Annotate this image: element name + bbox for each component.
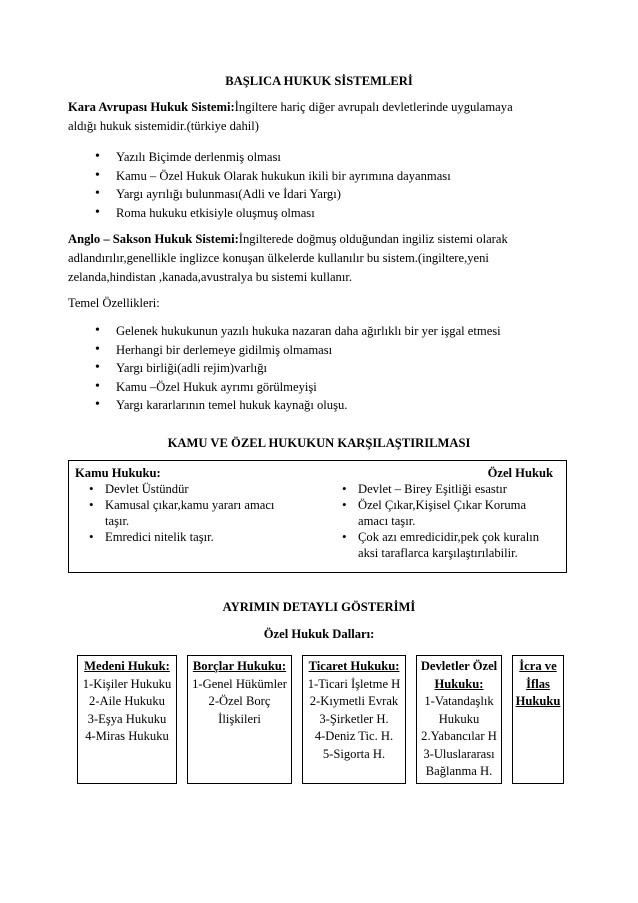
anglo-text-3: zelanda,hindistan ,kanada,avustralya bu sistemi kullanır.: [68, 270, 352, 284]
branch-line: 4-Miras Hukuku: [85, 729, 169, 743]
kara-paragraph-line1: [68, 100, 513, 115]
branch-title: Borçlar Hukuku:: [192, 659, 287, 673]
list-item: • Yargı kararlarının temel hukuk kaynağı oluşu.: [92, 396, 501, 415]
branch-line: 2-Aile Hukuku: [89, 694, 165, 708]
branch-line: Bağlanma H.: [425, 764, 493, 778]
ozel-header: Özel Hukuk: [487, 466, 553, 480]
branch-title: Hukuku:: [434, 676, 484, 691]
list-item: • Emredici nitelik taşır.: [75, 529, 325, 545]
branch-line: 1-Kişiler Hukuku: [82, 676, 172, 691]
anglo-label: Anglo – Sakson Hukuk Sistemi:: [68, 232, 239, 246]
list-item: • Özel Çıkar,Kişisel Çıkar Koruma amacı taşır.: [328, 497, 563, 529]
list-item: • Yazılı Biçimde derlenmiş olması: [92, 148, 451, 167]
branch-line: 3-Uluslararası: [423, 746, 495, 761]
anglo-text-1: İngilterede doğmuş olduğundan ingiliz sistemi olarak: [238, 232, 508, 246]
branch-title: Hukuku: [515, 694, 561, 708]
ozel-column: [328, 465, 563, 561]
kara-list: [92, 148, 451, 222]
branch-line: 1-Genel Hükümler: [192, 676, 287, 691]
branch-line: 5-Sigorta H.: [322, 746, 386, 761]
branch-line: 2.Yabancılar H: [421, 729, 497, 743]
list-item: • Kamusal çıkar,kamu yararı amacı taşır.: [75, 497, 325, 529]
list-item: • Devlet Üstündür: [75, 481, 325, 497]
branch-medeni: [78, 656, 177, 784]
branch-line: 2-Kıymetli Evrak: [309, 694, 399, 708]
list-item: • Devlet – Birey Eşitliği esastır: [328, 481, 563, 497]
list-item: • Herhangi bir derlemeye gidilmiş olmaması: [92, 341, 501, 360]
kamu-column: [75, 465, 325, 545]
anglo-list: [92, 322, 501, 415]
branch-title: Devletler Özel: [420, 659, 498, 673]
branch-line: 3-Şirketler H.: [319, 711, 389, 726]
list-item: • Kamu – Özel Hukuk Olarak hukukun ikili bir ayrımına dayanması: [92, 167, 451, 186]
branch-title: İflas: [526, 676, 550, 691]
branch-ticaret: [303, 656, 406, 784]
branch-line: 1-Ticari İşletme H: [307, 676, 401, 691]
list-item: • Gelenek hukukunun yazılı hukuka nazaran daha ağırlıklı bir yer işgal etmesi: [92, 322, 501, 341]
comparison-title: KAMU VE ÖZEL HUKUKUN KARŞILAŞTIRILMASI: [167, 436, 471, 450]
branch-title: Ticaret Hukuku:: [308, 659, 400, 673]
kara-text-1: İngiltere hariç diğer avrupalı devletlerinde uygulamaya: [234, 100, 513, 114]
ozel-list: [328, 481, 563, 561]
list-item: • Yargı birliği(adli rejim)varlığı: [92, 359, 501, 378]
branch-icra-iflas: [513, 656, 564, 784]
branch-line: 3-Eşya Hukuku: [87, 711, 167, 726]
list-item: • Roma hukuku etkisiyle oluşmuş olması: [92, 204, 451, 223]
branch-borclar: [188, 656, 292, 784]
kara-text-2: aldığı hukuk sistemidir.(türkiye dahil): [68, 119, 259, 133]
branch-line: İlişkileri: [218, 711, 261, 726]
branch-line: Hukuku: [438, 711, 480, 726]
branch-title: İcra ve: [519, 659, 557, 673]
list-item: • Kamu –Özel Hukuk ayrımı görülmeyişi: [92, 378, 501, 397]
anglo-text-2: adlandırılır,genellikle inglizce konuşan ülkelerde kullanılır bu sistem.(ingiltere,yeni: [68, 251, 489, 265]
branch-line: 2-Özel Borç: [208, 694, 271, 708]
detail-title: AYRIMIN DETAYLI GÖSTERİMİ: [222, 600, 416, 614]
kamu-list: [75, 481, 325, 545]
list-item: • Çok azı emredicidir,pek çok kuralın aksi taraflarca karşılaştırılabilir.: [328, 529, 563, 561]
branch-line: 4-Deniz Tic. H.: [314, 729, 394, 743]
kamu-header: Kamu Hukuku:: [75, 466, 161, 480]
comparison-box: [68, 460, 567, 573]
list-item: • Yargı ayrılığı bulunması(Adli ve İdari Yargı): [92, 185, 451, 204]
branches-table: [77, 655, 564, 784]
branch-title: Medeni Hukuk:: [84, 659, 170, 673]
kara-label: Kara Avrupası Hukuk Sistemi:: [68, 100, 235, 114]
detail-subtitle: Özel Hukuk Dalları:: [263, 627, 375, 641]
page-title: BAŞLICA HUKUK SİSTEMLERİ: [225, 74, 413, 88]
anglo-paragraph-line1: [68, 232, 508, 247]
branch-devletler-ozel: [417, 656, 502, 784]
features-label: Temel Özellikleri:: [68, 296, 160, 310]
branch-line: 1-Vatandaşlık: [424, 694, 494, 708]
